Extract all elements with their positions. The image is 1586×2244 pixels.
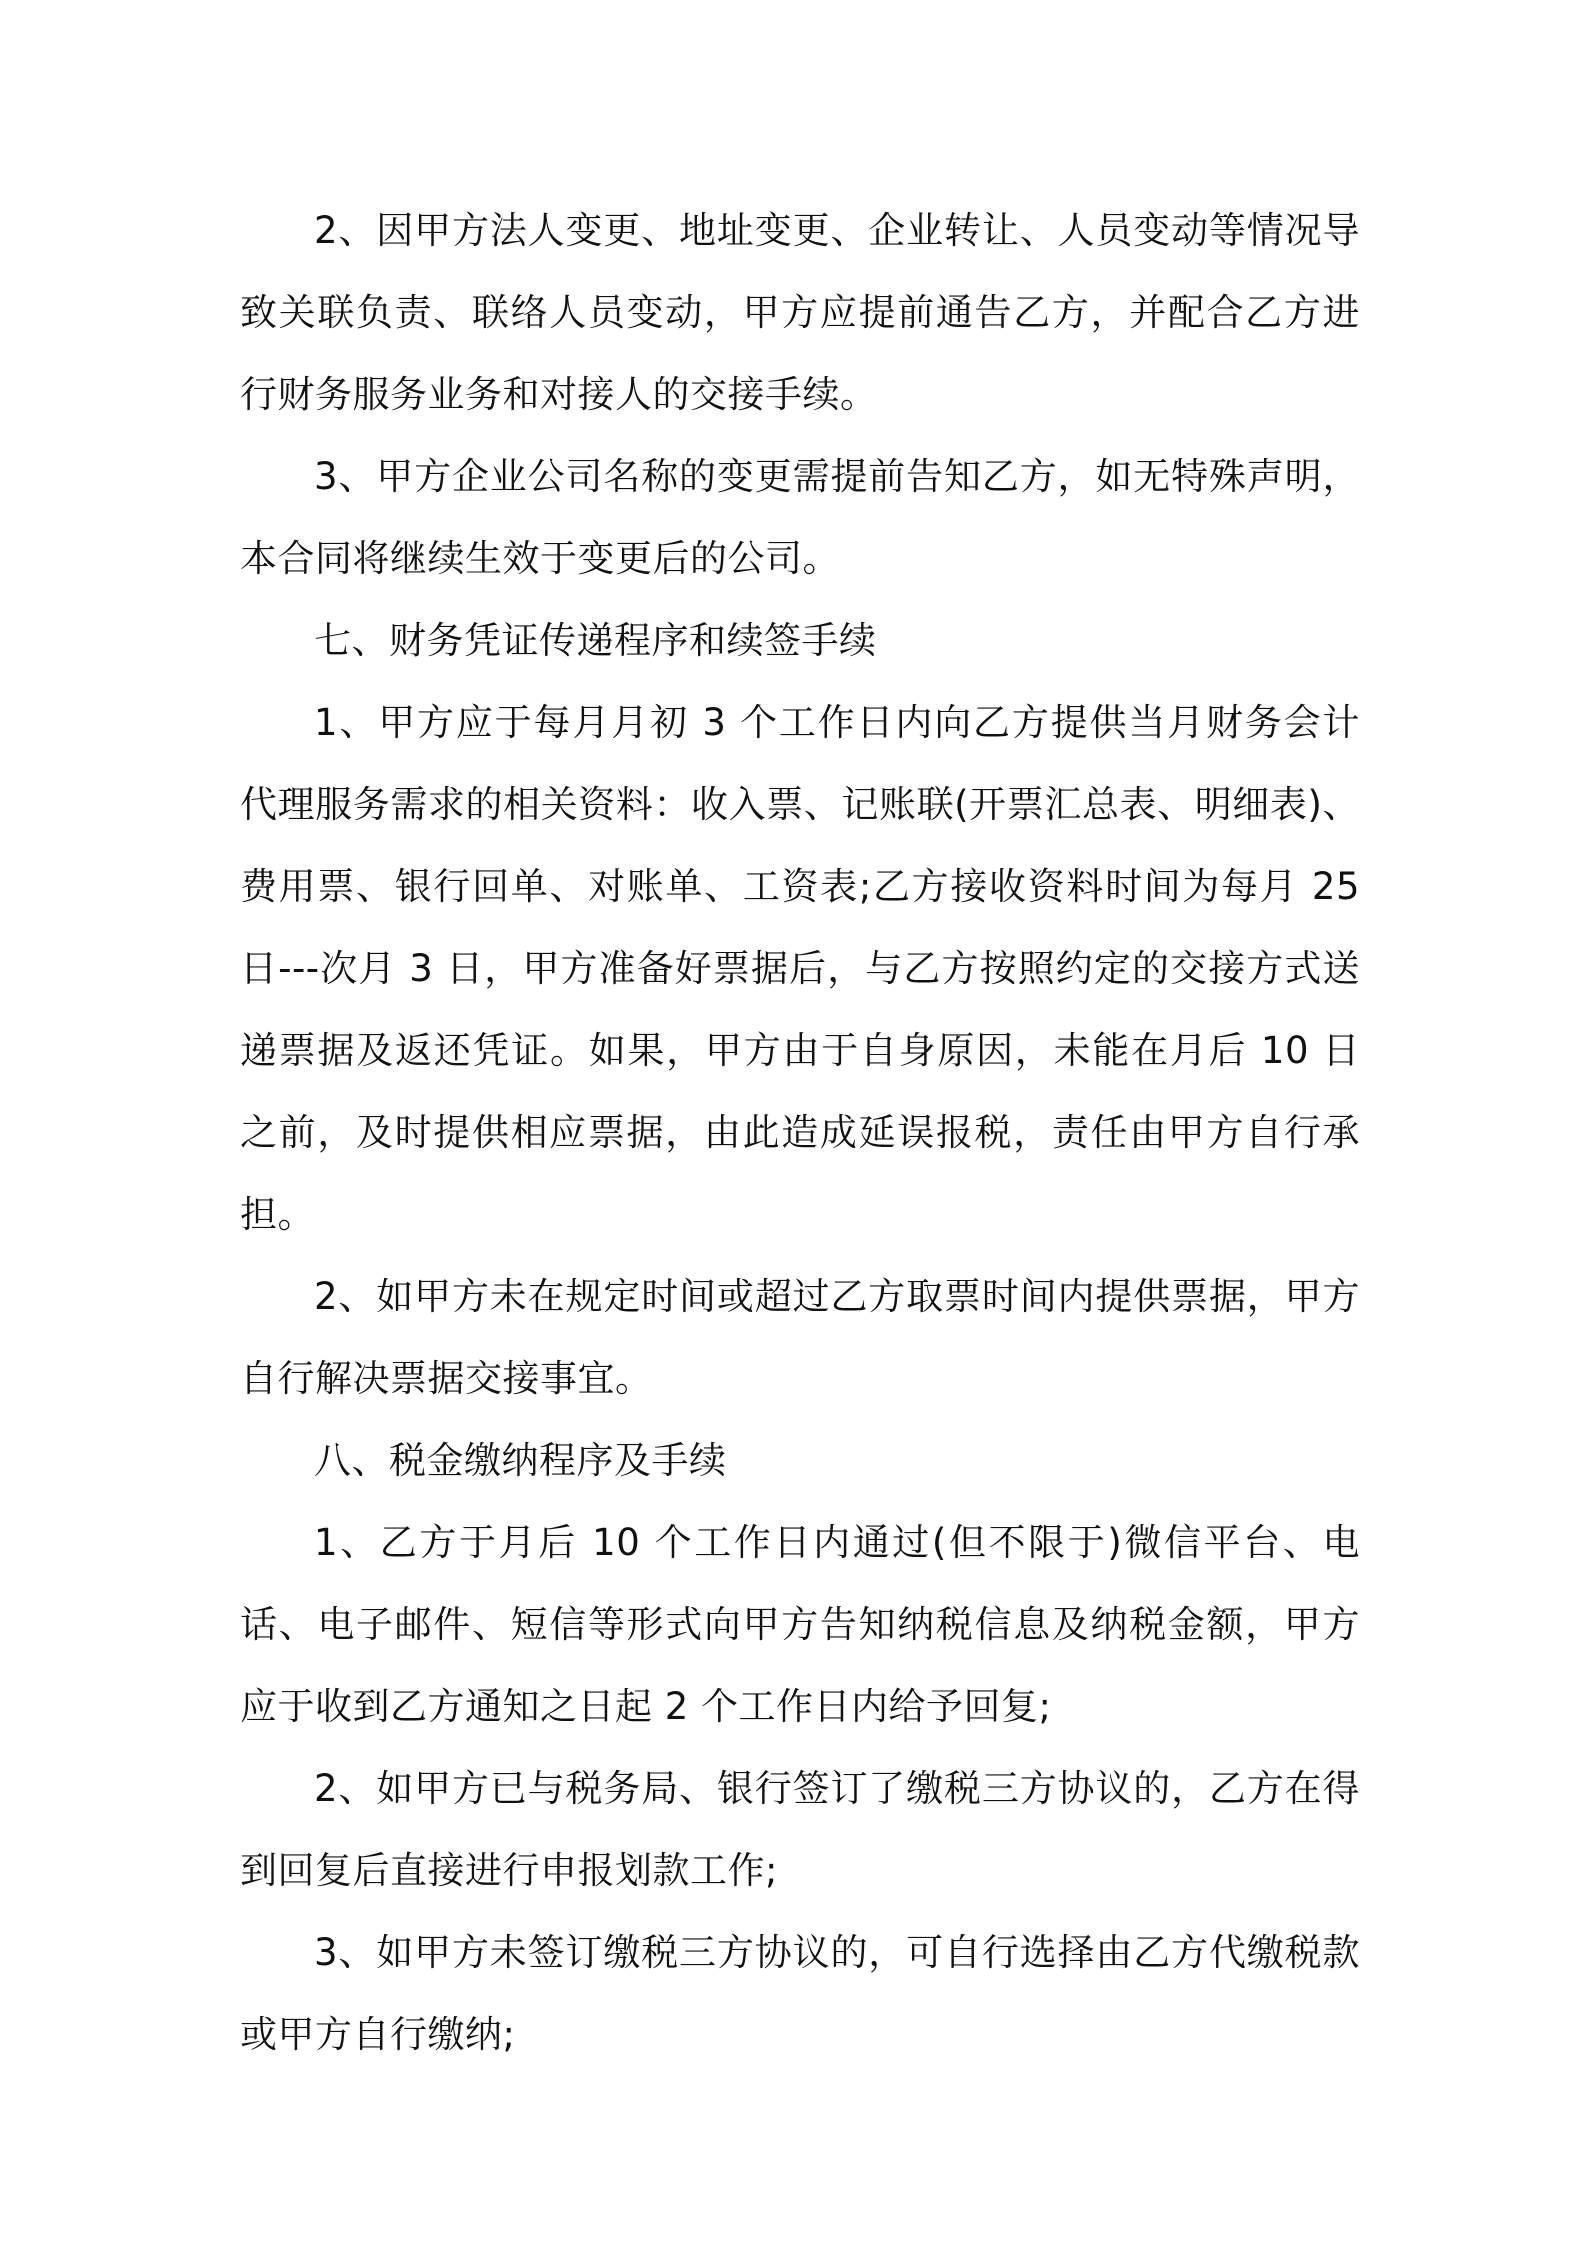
section-heading-eight: 八、税金缴纳程序及手续: [314, 1439, 727, 1482]
paragraph-change-notice: 2、因甲方法人变更、地址变更、企业转让、人员变动等情况导致关联负责、联络人员变动，甲方应提前通告乙方，并配合乙方进行财务服务业务和对接人的交接手续。: [240, 209, 1360, 416]
paragraph-no-tax-agreement: 3、如甲方未签订缴税三方协议的，可自行选择由乙方代缴税款或甲方自行缴纳;: [240, 1931, 1360, 2056]
paragraph-tax-notice: 1、乙方于月后 10 个工作日内通过(但不限于)微信平台、电话、电子邮件、短信等形式向甲方告知纳税信息及纳税金额，甲方应于收到乙方通知之日起 2 个工作日内给予回复;: [240, 1521, 1360, 1728]
paragraph-tax-agreement: 2、如甲方已与税务局、银行签订了缴税三方协议的，乙方在得到回复后直接进行申报划款工作;: [240, 1767, 1360, 1892]
section-heading-seven: 七、财务凭证传递程序和续签手续: [314, 619, 877, 662]
document-body: [240, 190, 1360, 2076]
paragraph-company-name-change: 3、甲方企业公司名称的变更需提前告知乙方，如无特殊声明，本合同将继续生效于变更后的公司。: [240, 455, 1360, 580]
paragraph-voucher-delivery: 1、甲方应于每月月初 3 个工作日内向乙方提供当月财务会计代理服务需求的相关资料：收入票、记账联(开票汇总表、明细表)、费用票、银行回单、对账单、工资表;乙方接收资料时间为每月 25 日---次月 3 日，甲方准备好票据后，与乙方按照约定的交接方式送递票据及返还凭证。如果，甲方由于自身原因，未能在月后 10 日之前，及时提供相应票据，由此造成延误报税，责任由甲方自行承担。: [240, 701, 1360, 1236]
paragraph-late-voucher: 2、如甲方未在规定时间或超过乙方取票时间内提供票据，甲方自行解决票据交接事宜。: [240, 1275, 1360, 1400]
